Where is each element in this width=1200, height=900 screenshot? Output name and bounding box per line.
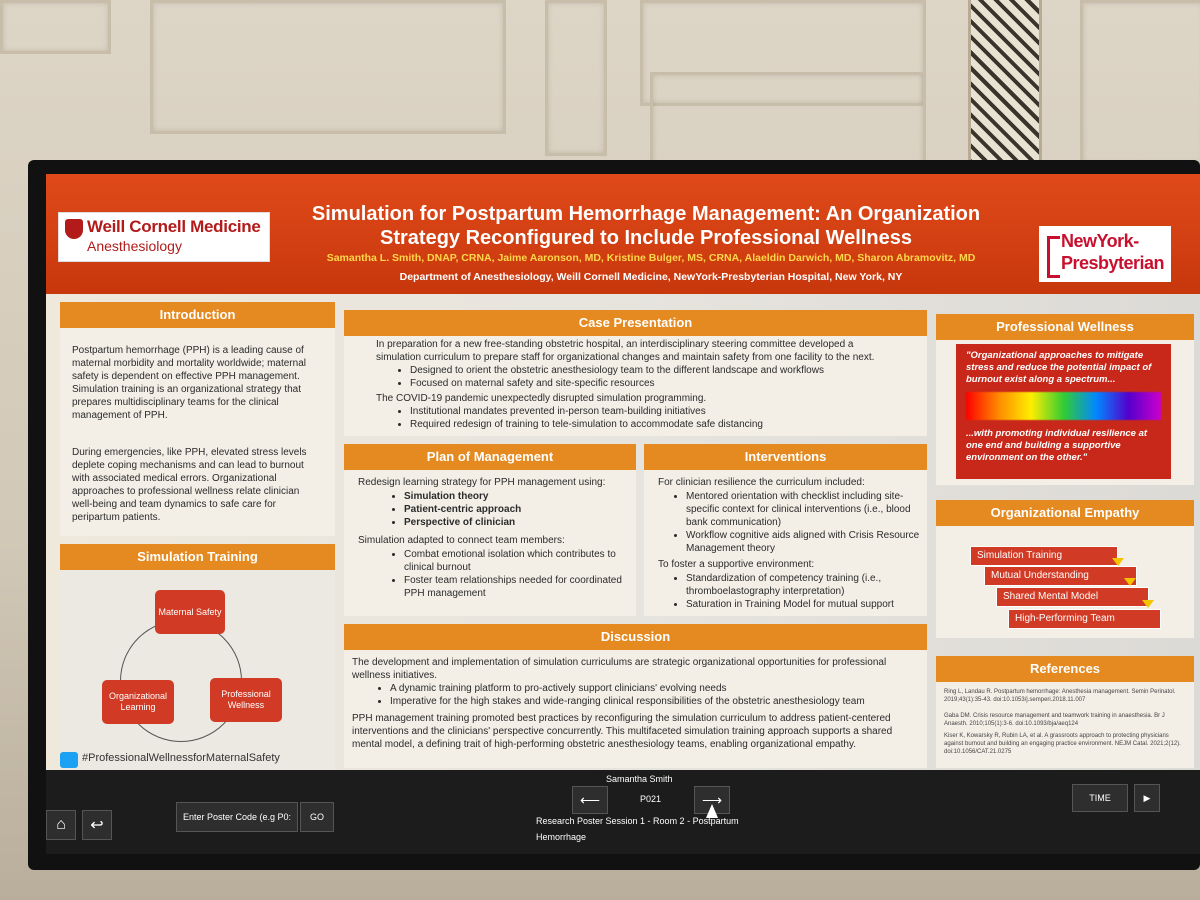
session-title-line-2: Hemorrhage xyxy=(536,832,587,842)
plan-item: • Combat emotional isolation which contributes to clinical burnout xyxy=(404,548,640,574)
interventions-intro-2: To foster a supportive environment: xyxy=(658,559,815,570)
plan-header: Plan of Management xyxy=(344,444,636,470)
weill-cornell-logo xyxy=(58,212,270,262)
poster-authors: Samantha L. Smith, DNAP, CRNA, Jaime Aaronson, MD, Kristine Bulger, MS, CRNA, Alaeldin Darwich, MD, Sharon Abramovitz, MD xyxy=(326,252,976,264)
plan-intro-1: Redesign learning strategy for PPH management using: xyxy=(358,477,606,488)
wall-panel xyxy=(650,72,926,170)
poster-banner xyxy=(46,174,1200,294)
empathy-step-1: Simulation Training xyxy=(970,546,1118,566)
plan-item: • Simulation theory xyxy=(404,490,640,503)
logo-name: Weill Cornell Medicine xyxy=(87,217,261,236)
presenter-name: Samantha Smith xyxy=(606,774,673,784)
plan-list-2 xyxy=(390,548,640,600)
home-button[interactable]: ⌂ xyxy=(46,810,76,840)
session-title: Research Poster Session 1 - Room 2 - Postpartum xyxy=(536,816,739,826)
references-header: References xyxy=(936,656,1194,682)
back-button[interactable]: ↩ xyxy=(82,810,112,840)
nyp-mark-icon xyxy=(1047,236,1060,278)
kiosk-control-bar xyxy=(46,770,1200,854)
go-button[interactable]: GO xyxy=(300,802,334,832)
twitter-icon xyxy=(60,752,78,768)
arrow-down-icon xyxy=(1124,578,1136,586)
discussion-bullet: • Imperative for the high stakes and wide-ranging clinical responsibilities of the obstetric anesthesiology team xyxy=(390,695,930,708)
organizational-empathy-header: Organizational Empathy xyxy=(936,500,1194,526)
wall-panel xyxy=(545,0,607,156)
case-bullet: • Required redesign of training to tele-simulation to accommodate safe distancing xyxy=(410,418,920,431)
simulation-training-header: Simulation Training xyxy=(60,544,335,570)
reference-item: Kiser K, Kowarsky R, Rubin LA, et al. A grassroots approach to protecting physicians against burnout and building an engaging practice environment. NEJM Catal. 2021;2(12). doi:10.1056/CAT.21.0275 xyxy=(944,733,1181,755)
discussion-p2: PPH management training promoted best practices by reconfiguring the simulation curriculum to address patient-centered interventions and the clinicians' perspective concurrently. This multifaceted simulation training approach supports a shared mental model, a defining trait of high-performing obstetric anesthesiology teams, enabling organizational empathy. xyxy=(352,713,893,750)
empathy-step-4: High-Performing Team xyxy=(1008,609,1161,629)
wellness-quote-2: ...with promoting individual resilience at one end and building a supportive environment on the other." xyxy=(966,428,1148,463)
case-bullet: • Institutional mandates prevented in-person team-building initiatives xyxy=(410,405,920,418)
lattice-screen xyxy=(968,0,1042,180)
time-button[interactable]: TIME xyxy=(1072,784,1128,812)
interventions-list-1 xyxy=(672,490,932,555)
wellness-quote-card xyxy=(956,344,1171,479)
intervention-item: • Workflow cognitive aids aligned with Crisis Resource Management theory xyxy=(686,529,932,555)
plan-list-1 xyxy=(390,490,640,529)
case-bullets-1 xyxy=(396,364,920,390)
poster-department: Department of Anesthesiology, Weill Cornell Medicine, NewYork-Presbyterian Hospital, New York, NY xyxy=(399,271,903,283)
case-line-1: In preparation for a new free-standing obstetric hospital, an interdisciplinary steering committee developed a xyxy=(376,339,854,350)
case-presentation-header: Case Presentation xyxy=(344,310,927,336)
arrow-down-icon xyxy=(1142,600,1154,608)
introduction-header: Introduction xyxy=(60,302,335,328)
title-line-2: Strategy Reconfigured to Include Professional Wellness xyxy=(380,227,912,249)
newyork-presbyterian-logo xyxy=(1039,226,1171,282)
case-bullet: • Focused on maternal safety and site-specific resources xyxy=(410,377,920,390)
wall-panel xyxy=(0,0,111,54)
interventions-list-2 xyxy=(672,572,932,611)
tv-screen xyxy=(46,174,1200,854)
nyp-line-1: NewYork- xyxy=(1061,231,1139,251)
reference-item: Ring L, Landau R. Postpartum hemorrhage: Anesthesia management. Semin Perinatol. 2019;43(1):35-43. doi:10.1053/j.semperi.2018.11.007 xyxy=(944,689,1176,703)
wall-panel xyxy=(150,0,506,134)
wellness-quote-1: "Organizational approaches to mitigate stress and reduce the potential impact of burnout exist along a spectrum... xyxy=(966,350,1152,385)
next-poster-button[interactable]: ⟶ xyxy=(694,786,730,814)
play-button[interactable]: ▶ xyxy=(1134,784,1160,812)
node-maternal-safety: Maternal Safety xyxy=(155,590,225,634)
nyp-text xyxy=(1061,230,1164,274)
discussion-header: Discussion xyxy=(344,624,927,650)
title-line-1: Simulation for Postpartum Hemorrhage Management: An Organization xyxy=(311,203,981,225)
spectrum-bar xyxy=(966,392,1161,420)
intervention-item: • Mentored orientation with checklist including site-specific context for clinical interventions (i.e., blood bank communication) xyxy=(686,490,932,529)
case-line-3: The COVID-19 pandemic unexpectedly disrupted simulation programming. xyxy=(376,393,707,404)
poster xyxy=(46,174,1200,770)
logo-subtitle: Anesthesiology xyxy=(87,238,182,254)
empathy-step-3: Shared Mental Model xyxy=(996,587,1149,607)
poster-code-input[interactable]: Enter Poster Code (e.g P0: xyxy=(176,802,298,832)
professional-wellness-header: Professional Wellness xyxy=(936,314,1194,340)
intervention-item: • Saturation in Training Model for mutual support xyxy=(686,598,932,611)
plan-intro-2: Simulation adapted to connect team members: xyxy=(358,535,565,546)
case-bullets-2 xyxy=(396,405,920,431)
discussion-p1: The development and implementation of simulation curriculums are strategic organizational opportunities for professional wellness initiatives. xyxy=(352,657,887,681)
case-bullet: • Designed to orient the obstetric anesthesiology team to the different landscape and workflows xyxy=(410,364,920,377)
poster-title xyxy=(271,202,1021,250)
discussion-bullet: • A dynamic training platform to pro-actively support clinicians' evolving needs xyxy=(390,682,930,695)
intervention-item: • Standardization of competency training (i.e., thromboelastography interpretation) xyxy=(686,572,932,598)
wall-panel xyxy=(1080,0,1200,166)
interventions-intro-1: For clinician resilience the curriculum included: xyxy=(658,477,865,488)
hashtag: #ProfessionalWellnessforMaternalSafety xyxy=(82,752,280,764)
plan-item: • Foster team relationships needed for coordinated PPH management xyxy=(404,574,640,600)
poster-id: P021 xyxy=(640,794,662,804)
interventions-header: Interventions xyxy=(644,444,927,470)
crest-icon xyxy=(65,219,83,239)
case-line-2: simulation curriculum to prepare staff for organizational changes and maintain safety from one facility to the next. xyxy=(376,352,875,363)
prev-poster-button[interactable]: ⟵ xyxy=(572,786,608,814)
plan-item: • Patient-centric approach xyxy=(404,503,640,516)
empathy-step-2: Mutual Understanding xyxy=(984,566,1137,586)
reference-item: Gaba DM. Crisis resource management and teamwork training in anaesthesia. Br J Anaesth. 2010;105(1):3-6. doi:10.1093/bja/aeq124 xyxy=(944,713,1165,727)
node-organizational-learning: Organizational Learning xyxy=(102,680,174,724)
simulation-training-box xyxy=(60,570,335,770)
node-professional-wellness: Professional Wellness xyxy=(210,678,282,722)
plan-item: • Perspective of clinician xyxy=(404,516,640,529)
introduction-p1: Postpartum hemorrhage (PPH) is a leading cause of maternal morbidity and mortality worldwide; maternal safety is dependent on effective PPH management. Simulation training is an organizational strategy that prepares multidisciplinary teams for the clinical management of PPH. xyxy=(72,345,306,421)
nyp-line-2: Presbyterian xyxy=(1061,253,1165,273)
arrow-down-icon xyxy=(1112,558,1124,566)
discussion-bullets xyxy=(376,682,930,708)
introduction-p2: During emergencies, like PPH, elevated stress levels deplete coping mechanisms and can lead to burnout with associated medical errors. Organizational approaches to professional wellness relate clinician well-being and team dynamics to safe care for peripartum patients. xyxy=(72,447,307,523)
